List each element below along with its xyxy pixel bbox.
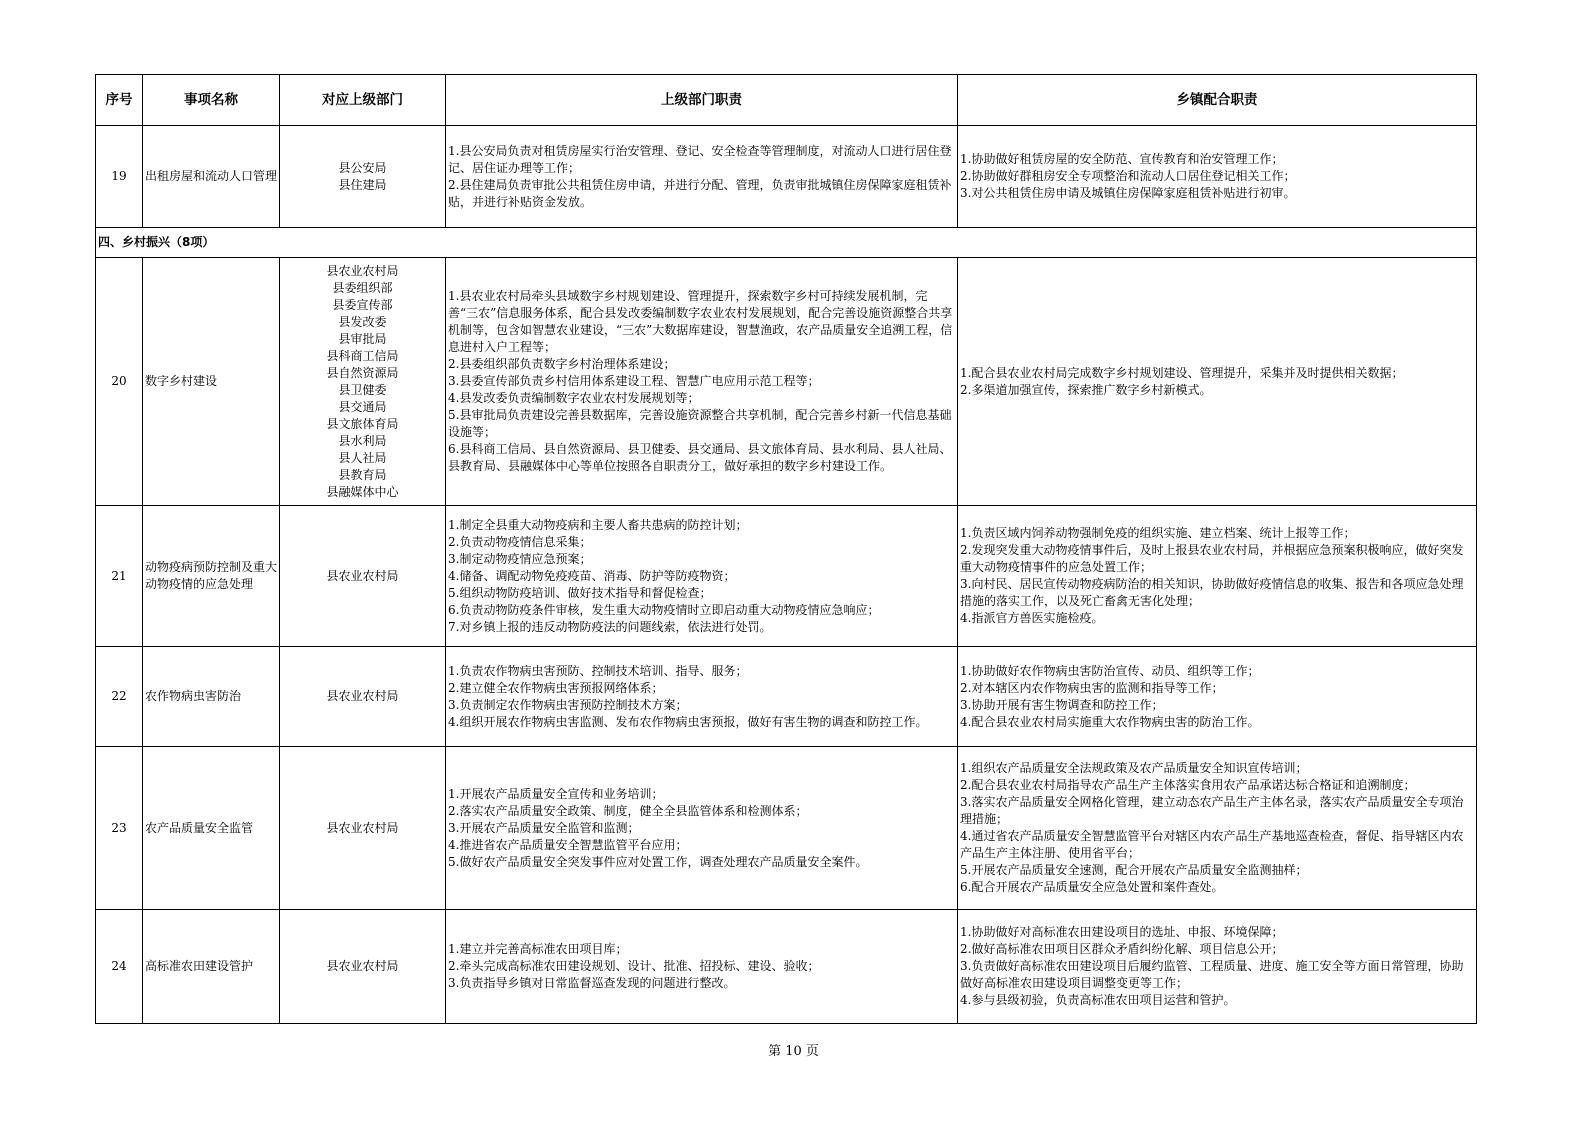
row-number: 21 [96, 506, 143, 647]
header-dept: 对应上级部门 [280, 75, 446, 126]
upper-duty-item: 4.县发改委负责编制数字农业农村发展规划等； [448, 391, 700, 405]
header-town: 乡镇配合职责 [958, 75, 1477, 126]
town-duty-item: 4.配合县农业农村局实施重大农作物病虫害的防治工作。 [960, 714, 1260, 729]
header-name: 事项名称 [143, 75, 280, 126]
header-no: 序号 [96, 75, 143, 126]
town-duty-item: 1.组织农产品质量安全法规政策及农产品质量安全知识宣传培训； [960, 761, 1308, 775]
town-duties-cell [958, 910, 1477, 1024]
dept-cell [280, 910, 446, 1024]
item-name: 数字乡村建设 [143, 258, 280, 506]
town-duty-item: 3.对公共租赁住房申请及城镇住房保障家庭租赁补贴进行初审。 [960, 186, 1296, 200]
town-duties-cell [958, 258, 1477, 506]
section-row [96, 228, 1477, 258]
upper-duty-item: 6.县科商工信局、县自然资源局、县卫健委、县交通局、县文旅体育局、县水利局、县人社局、县教育局、县融媒体中心等单位按照各自职责分工，做好承担的数字乡村建设工作。 [448, 442, 952, 473]
dept-name: 县融媒体中心 [326, 484, 399, 499]
town-duties-cell [958, 506, 1477, 647]
town-duties-cell [958, 747, 1477, 910]
upper-duties-cell [446, 647, 958, 747]
upper-duty-item: 3.负责制定农作物病虫害预防控制技术方案； [448, 697, 688, 712]
town-duty-item: 2.做好高标准农田项目区群众矛盾纠纷化解、项目信息公开； [960, 942, 1284, 956]
town-duty-item: 3.落实农产品质量安全网格化管理，建立动态农产品生产主体名录，落实农产品质量安全专项治理措施； [960, 795, 1464, 826]
row-number: 22 [96, 647, 143, 747]
town-duty-item: 5.开展农产品质量安全速测，配合开展农产品质量安全监测抽样； [960, 863, 1308, 877]
dept-name: 县农业农村局 [326, 568, 399, 583]
row-number: 23 [96, 747, 143, 910]
table-row [96, 506, 1477, 647]
item-name: 农作物病虫害防治 [143, 647, 280, 747]
upper-duty-item: 1.县农业农村局牵头县域数字乡村规划建设、管理提升，探索数字乡村可持续发展机制，完善“三农”信息服务体系，配合县发改委编制数字农业农村发展规划，配合完善设施资源整合共享机制等，包含如智慧农业建设，“三农”大数据库建设，智慧渔政，农产品质量安全追溯工程，信息进村入户工程等； [448, 289, 953, 354]
upper-duty-item: 2.建立健全农作物病虫害预报网络体系； [448, 680, 664, 695]
dept-name: 县农业农村局 [326, 820, 399, 835]
row-number: 19 [96, 126, 143, 228]
table-body-top [96, 126, 1477, 228]
responsibility-table [95, 74, 1477, 1024]
town-duty-item: 3.负责做好高标准农田建设项目后履约监管、工程质量、进度、施工安全等方面日常管理，协助做好高标准农田建设项目调整变更等工作； [960, 959, 1464, 990]
table-row [96, 126, 1477, 228]
dept-name: 县教育局 [338, 467, 387, 482]
row-number: 24 [96, 910, 143, 1024]
upper-duty-item: 2.县住建局负责审批公共租赁住房申请，并进行分配、管理，负责审批城镇住房保障家庭租赁补贴，并进行补贴资金发放。 [448, 177, 952, 209]
dept-name: 县科商工信局 [326, 348, 399, 363]
dept-name: 县水利局 [338, 433, 387, 448]
upper-duty-item: 5.组织动物防疫培训、做好技术指导和督促检查； [448, 585, 712, 600]
upper-duty-item: 1.制定全县重大动物疫病和主要人畜共患病的防控计划； [448, 517, 748, 532]
upper-duty-item: 7.对乡镇上报的违反动物防疫法的问题线索，依法进行处罚。 [448, 619, 772, 634]
upper-duty-item: 1.建立并完善高标准农田项目库； [448, 942, 628, 956]
town-duty-item: 6.配合开展农产品质量安全应急处置和案件查处。 [960, 880, 1224, 894]
dept-name: 县住建局 [338, 177, 387, 192]
upper-duty-item: 4.推进省农产品质量安全智慧监管平台应用； [448, 837, 688, 852]
upper-duty-item: 2.县委组织部负责数字乡村治理体系建设； [448, 357, 676, 371]
dept-name: 县发改委 [338, 314, 387, 329]
dept-name: 县审批局 [338, 331, 387, 346]
upper-duties-cell [446, 747, 958, 910]
upper-duty-item: 3.开展农产品质量安全监管和监测； [448, 820, 640, 835]
dept-name: 县文旅体育局 [326, 416, 399, 431]
town-duty-item: 2.对本辖区内农作物病虫害的监测和指导等工作； [960, 680, 1224, 695]
town-duty-item: 2.协助做好群租房安全专项整治和流动人口居住登记相关工作； [960, 169, 1296, 183]
upper-duty-item: 1.开展农产品质量安全宣传和业务培训； [448, 786, 664, 801]
item-name: 高标准农田建设管护 [143, 910, 280, 1024]
table-body-bottom [96, 258, 1477, 1024]
dept-cell [280, 258, 446, 506]
dept-name: 县卫健委 [338, 382, 387, 397]
dept-name: 县自然资源局 [326, 365, 399, 380]
dept-name: 县人社局 [338, 450, 387, 465]
upper-duties-cell [446, 910, 958, 1024]
upper-duty-item: 5.做好农产品质量安全突发事件应对处置工作，调查处理农产品质量安全案件。 [448, 854, 868, 869]
upper-duty-item: 2.负责动物疫情信息采集； [448, 534, 592, 549]
table-section [96, 228, 1477, 258]
upper-duties-cell [446, 506, 958, 647]
dept-name: 县农业农村局 [326, 959, 399, 973]
upper-duty-item: 2.落实农产品质量安全政策、制度，健全全县监管体系和检测体系； [448, 803, 808, 818]
upper-duty-item: 6.负责动物防疫条件审核，发生重大动物疫情时立即启动重大动物疫情应急响应； [448, 602, 880, 617]
town-duty-item: 1.协助做好对高标准农田建设项目的选址、申报、环境保障； [960, 925, 1284, 939]
upper-duty-item: 1.县公安局负责对租赁房屋实行治安管理、登记、安全检查等管理制度，对流动人口进行居住登记、居住证办理等工作； [448, 143, 952, 175]
town-duty-item: 3.向村民、居民宣传动物疫病防治的相关知识，协助做好疫情信息的收集、报告和各项应急处理措施的落实工作，以及死亡畜禽无害化处理； [960, 577, 1464, 608]
table-row [96, 910, 1477, 1024]
town-duty-item: 1.协助做好租赁房屋的安全防范、宣传教育和治安管理工作； [960, 152, 1284, 166]
dept-name: 县委组织部 [332, 280, 393, 295]
dept-cell [280, 126, 446, 228]
upper-duty-item: 4.储备、调配动物免疫疫苗、消毒、防护等防疫物资； [448, 568, 736, 583]
town-duty-item: 4.指派官方兽医实施检疫。 [960, 611, 1104, 625]
dept-cell [280, 747, 446, 910]
town-duties-cell [958, 126, 1477, 228]
town-duty-item: 2.发现突发重大动物疫情事件后，及时上报县农业农村局，并根据应急预案积极响应，做好突发重大动物疫情事件的应急处置工作； [960, 543, 1464, 574]
town-duty-item: 2.多渠道加强宣传，探索推广数字乡村新模式。 [960, 382, 1212, 397]
upper-duty-item: 4.组织开展农作物病虫害监测、发布农作物病虫害预报，做好有害生物的调查和防控工作。 [448, 714, 928, 729]
upper-duty-item: 3.负责指导乡镇对日常监督巡查发现的问题进行整改。 [448, 976, 736, 990]
town-duties-cell [958, 647, 1477, 747]
table-row [96, 747, 1477, 910]
town-duty-item: 1.负责区域内饲养动物强制免疫的组织实施、建立档案、统计上报等工作； [960, 526, 1356, 540]
upper-duty-item: 2.牵头完成高标准农田建设规划、设计、批准、招投标、建设、验收； [448, 959, 820, 973]
dept-name: 县农业农村局 [326, 689, 399, 703]
table-header-row [96, 75, 1477, 126]
item-name: 动物疫病预防控制及重大动物疫情的应急处理 [143, 506, 280, 647]
dept-cell [280, 647, 446, 747]
dept-name: 县交通局 [338, 399, 387, 414]
dept-name: 县公安局 [338, 160, 387, 175]
dept-name: 县委宣传部 [332, 297, 393, 312]
upper-duty-item: 3.县委宣传部负责乡村信用体系建设工程、智慧广电应用示范工程等； [448, 374, 820, 388]
town-duty-item: 1.配合县农业农村局完成数字乡村规划建设、管理提升，采集并及时提供相关数据； [960, 365, 1404, 380]
upper-duties-cell [446, 258, 958, 506]
town-duty-item: 3.协助开展有害生物调查和防控工作； [960, 697, 1164, 712]
table-row [96, 647, 1477, 747]
upper-duty-item: 5.县审批局负责建设完善县数据库，完善设施资源整合共享机制，配合完善乡村新一代信息基础设施等； [448, 408, 952, 439]
item-name: 农产品质量安全监管 [143, 747, 280, 910]
table-row [96, 258, 1477, 506]
item-name: 出租房屋和流动人口管理 [143, 126, 280, 228]
row-number: 20 [96, 258, 143, 506]
upper-duty-item: 1.负责农作物病虫害预防、控制技术培训、指导、服务； [448, 663, 748, 678]
upper-duties-cell [446, 126, 958, 228]
town-duty-item: 4.通过省农产品质量安全智慧监管平台对辖区内农产品生产基地巡查检查，督促、指导辖区内农产品生产主体注册、使用省平台； [960, 829, 1464, 860]
upper-duty-item: 3.制定动物疫情应急预案； [448, 551, 592, 566]
page-number: 第 10 页 [768, 1044, 819, 1059]
town-duty-item: 4.参与县级初验，负责高标准农田项目运营和管护。 [960, 993, 1236, 1007]
town-duty-item: 2.配合县农业农村局指导农产品生产主体落实食用农产品承诺达标合格证和追溯制度； [960, 778, 1416, 792]
dept-cell [280, 506, 446, 647]
town-duty-item: 1.协助做好农作物病虫害防治宣传、动员、组织等工作； [960, 663, 1260, 678]
header-upper: 上级部门职责 [446, 75, 958, 126]
section-title: 四、乡村振兴（8项） [96, 228, 1477, 258]
dept-name: 县农业农村局 [326, 263, 399, 278]
